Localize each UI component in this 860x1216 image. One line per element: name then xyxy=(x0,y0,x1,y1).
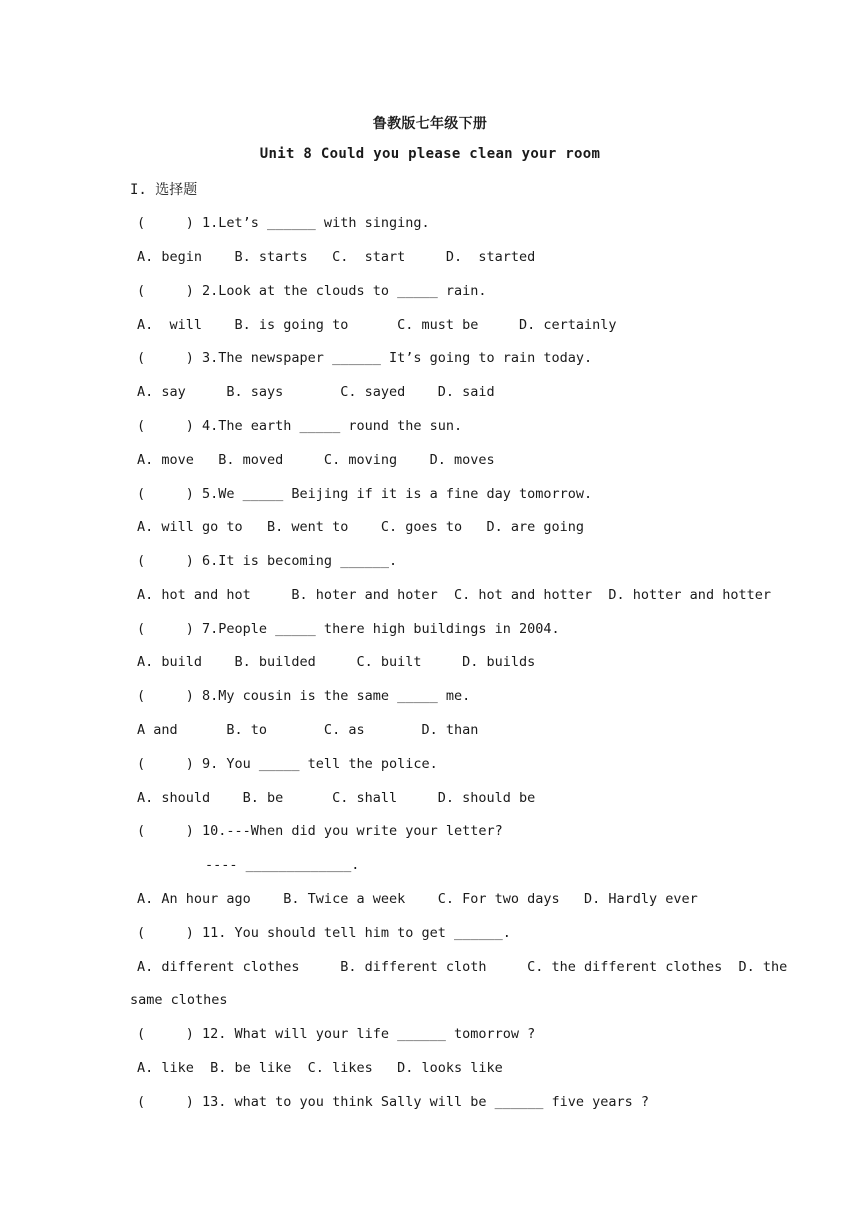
options-line: A. should B. be C. shall D. should be xyxy=(137,790,536,806)
question-line: ( ) 4.The earth _____ round the sun. xyxy=(137,418,463,434)
options-line: A. say B. says C. sayed D. said xyxy=(137,384,495,400)
question-line: ( ) 9. You _____ tell the police. xyxy=(137,756,438,772)
options-line: A. hot and hot B. hoter and hoter C. hot and hotter D. hotter and hotter xyxy=(137,587,771,603)
question-line: ( ) 6.It is becoming ______. xyxy=(137,553,398,569)
question-line: ( ) 10.---When did you write your letter? xyxy=(137,823,503,839)
options-line: A and B. to C. as D. than xyxy=(137,722,479,738)
options-line: A. different clothes B. different cloth C. the different clothes D. the xyxy=(137,959,788,975)
question-line: ( ) 13. what to you think Sally will be ______ five years ? xyxy=(137,1094,650,1110)
options-line-continued: same clothes xyxy=(130,992,228,1008)
unit-title: Unit 8 Could you please clean your room xyxy=(259,146,601,162)
section-heading: I. 选择题 xyxy=(130,182,198,198)
question-line: ( ) 3.The newspaper ______ It’s going to rain today. xyxy=(137,350,593,366)
options-line: A. like B. be like C. likes D. looks like xyxy=(137,1060,503,1076)
document-title: 鲁教版七年级下册 xyxy=(372,116,488,132)
answer-blank-line: ---- _____________. xyxy=(205,857,360,873)
options-line: A. build B. builded C. built D. builds xyxy=(137,654,536,670)
question-line: ( ) 5.We _____ Beijing if it is a fine day tomorrow. xyxy=(137,486,593,502)
question-line: ( ) 11. You should tell him to get ______. xyxy=(137,925,511,941)
question-line: ( ) 2.Look at the clouds to _____ rain. xyxy=(137,283,487,299)
question-line: ( ) 7.People _____ there high buildings in 2004. xyxy=(137,621,560,637)
options-line: A. move B. moved C. moving D. moves xyxy=(137,452,495,468)
question-line: ( ) 12. What will your life ______ tomorrow ? xyxy=(137,1026,536,1042)
options-line: A. begin B. starts C. start D. started xyxy=(137,249,536,265)
question-line: ( ) 8.My cousin is the same _____ me. xyxy=(137,688,471,704)
question-line: ( ) 1.Let’s ______ with singing. xyxy=(137,215,430,231)
options-line: A. will go to B. went to C. goes to D. are going xyxy=(137,519,585,535)
options-line: A. will B. is going to C. must be D. certainly xyxy=(137,317,617,333)
options-line: A. An hour ago B. Twice a week C. For two days D. Hardly ever xyxy=(137,891,698,907)
